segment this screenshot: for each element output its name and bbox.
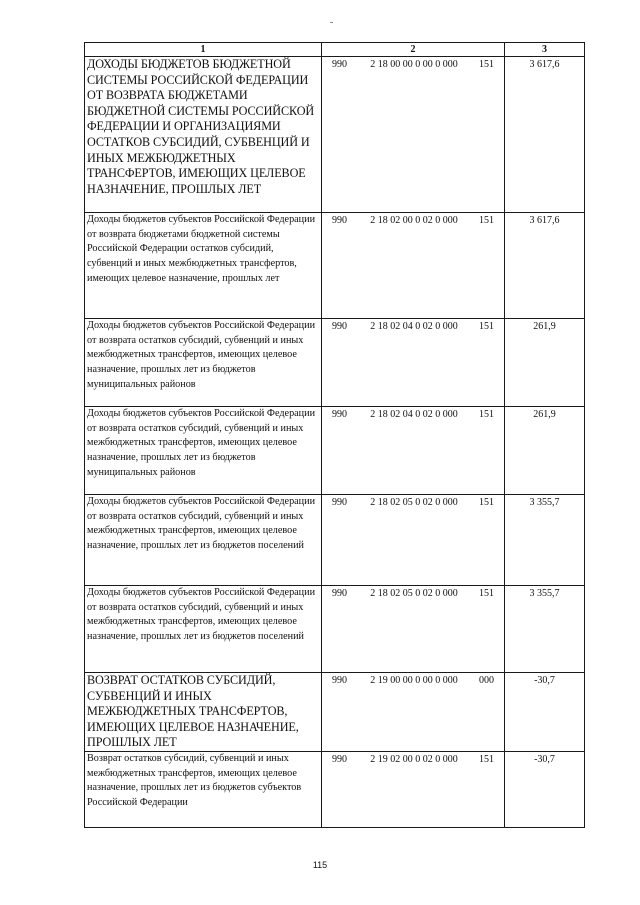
table-row	[85, 57, 585, 213]
kosgu-code: 000	[479, 675, 494, 686]
budget-code: 2 18 00 00 0 00 0 000	[370, 59, 458, 70]
table-row	[85, 495, 585, 586]
row-code-cell	[322, 673, 505, 752]
row-code-cell	[322, 495, 505, 586]
row-amount-cell	[505, 319, 585, 407]
row-amount: 261,9	[533, 321, 556, 332]
row-code-cell	[322, 751, 505, 827]
table-row	[85, 673, 585, 752]
admin-code: 990	[332, 59, 347, 70]
row-name-cell	[85, 407, 322, 495]
row-name: Доходы бюджетов субъектов Российской Федерации от возврата остатков субсидий, субвенций и иных межбюджетных трансфертов, имеющих целевое назначение, прошлых лет из бюджетов поселений	[87, 496, 316, 552]
row-amount: 3 355,7	[529, 588, 560, 599]
header-col-1: 1	[85, 43, 322, 57]
admin-code: 990	[332, 588, 347, 599]
admin-code: 990	[332, 675, 347, 686]
header-col-2: 2	[322, 43, 505, 57]
table-row	[85, 751, 585, 827]
row-amount: 3 617,6	[529, 215, 560, 226]
admin-code: 990	[332, 321, 347, 332]
revenue-table	[84, 42, 585, 828]
row-amount: 261,9	[533, 409, 556, 420]
table-row	[85, 213, 585, 319]
row-name-cell	[85, 586, 322, 673]
row-name: Возврат остатков субсидий, субвенций и иных межбюджетных трансфертов, имеющих целевое назначение, прошлых лет из бюджетов субъектов Российской Федерации	[87, 752, 302, 809]
admin-code: 990	[332, 497, 347, 508]
budget-code: 2 18 02 00 0 02 0 000	[370, 215, 458, 226]
row-amount: 3 617,6	[529, 59, 560, 70]
row-name: Доходы бюджетов субъектов Российской Федерации от возврата бюджетами бюджетной системы Российской Федерации остатков субсидий, субвенций и иных межбюджетных трансфертов, имеющих целевое назначение, прошлых лет	[87, 214, 316, 284]
row-name: Доходы бюджетов субъектов Российской Федерации от возврата остатков субсидий, субвенций и иных межбюджетных трансфертов, имеющих целевое назначение, прошлых лет из бюджетов муниципальных районов	[87, 408, 316, 478]
row-amount-cell	[505, 751, 585, 827]
kosgu-code: 151	[479, 59, 494, 70]
kosgu-code: 151	[479, 321, 494, 332]
table-row	[85, 319, 585, 407]
row-amount: -30,7	[534, 753, 555, 765]
budget-code: 2 19 00 00 0 00 0 000	[370, 675, 458, 686]
table-row	[85, 407, 585, 495]
budget-code: 2 18 02 04 0 02 0 000	[370, 321, 458, 332]
row-name-cell	[85, 213, 322, 319]
table-header-row	[85, 43, 585, 57]
header-col-3: 3	[505, 43, 585, 57]
row-code-cell	[322, 319, 505, 407]
row-code-cell	[322, 586, 505, 673]
row-name: Доходы бюджетов субъектов Российской Федерации от возврата остатков субсидий, субвенций и иных межбюджетных трансфертов, имеющих целевое назначение, прошлых лет из бюджетов муниципальных районов	[87, 320, 316, 390]
row-name: ДОХОДЫ БЮДЖЕТОВ БЮДЖЕТНОЙ СИСТЕМЫ РОССИЙСКОЙ ФЕДЕРАЦИИ ОТ ВОЗВРАТА БЮДЖЕТАМИ БЮДЖЕТНОЙ СИСТЕМЫ РОССИЙСКОЙ ФЕДЕРАЦИИ И ОРГАНИЗАЦИЯМИ ОСТАТКОВ СУБСИДИЙ, СУБВЕНЦИЙ И ИНЫХ МЕЖБЮДЖЕТНЫХ ТРАНСФЕРТОВ, ИМЕЮЩИХ ЦЕЛЕВОЕ НАЗНАЧЕНИЕ, ПРОШЛЫХ ЛЕТ	[87, 57, 315, 196]
table-row	[85, 586, 585, 673]
row-amount-cell	[505, 673, 585, 752]
row-amount-cell	[505, 586, 585, 673]
kosgu-code: 151	[479, 753, 494, 765]
page-number: 115	[312, 860, 328, 870]
row-amount-cell	[505, 495, 585, 586]
kosgu-code: 151	[479, 497, 494, 508]
row-code-cell	[322, 213, 505, 319]
row-name-cell	[85, 673, 322, 752]
row-code-cell	[322, 407, 505, 495]
row-amount-cell	[505, 407, 585, 495]
row-name-cell	[85, 751, 322, 827]
row-amount: -30,7	[534, 675, 555, 686]
row-name: ВОЗВРАТ ОСТАТКОВ СУБСИДИЙ, СУБВЕНЦИЙ И ИНЫХ МЕЖБЮДЖЕТНЫХ ТРАНСФЕРТОВ, ИМЕЮЩИХ ЦЕЛЕВОЕ НАЗНАЧЕНИЕ, ПРОШЛЫХ ЛЕТ	[87, 673, 299, 750]
kosgu-code: 151	[479, 215, 494, 226]
budget-code: 2 18 02 05 0 02 0 000	[370, 588, 458, 599]
kosgu-code: 151	[479, 588, 494, 599]
row-name-cell	[85, 495, 322, 586]
admin-code: 990	[332, 409, 347, 420]
row-name-cell	[85, 319, 322, 407]
budget-code: 2 18 02 05 0 02 0 000	[370, 497, 458, 508]
scan-mark	[330, 22, 333, 23]
row-amount-cell	[505, 57, 585, 213]
row-code-cell	[322, 57, 505, 213]
row-amount: 3 355,7	[529, 497, 560, 508]
row-name-cell	[85, 57, 322, 213]
budget-code: 2 18 02 04 0 02 0 000	[370, 409, 458, 420]
row-name: Доходы бюджетов субъектов Российской Федерации от возврата остатков субсидий, субвенций и иных межбюджетных трансфертов, имеющих целевое назначение, прошлых лет из бюджетов поселений	[87, 587, 316, 643]
admin-code: 990	[332, 753, 347, 765]
admin-code: 990	[332, 215, 347, 226]
kosgu-code: 151	[479, 409, 494, 420]
budget-code: 2 19 02 00 0 02 0 000	[370, 753, 458, 765]
row-amount-cell	[505, 213, 585, 319]
